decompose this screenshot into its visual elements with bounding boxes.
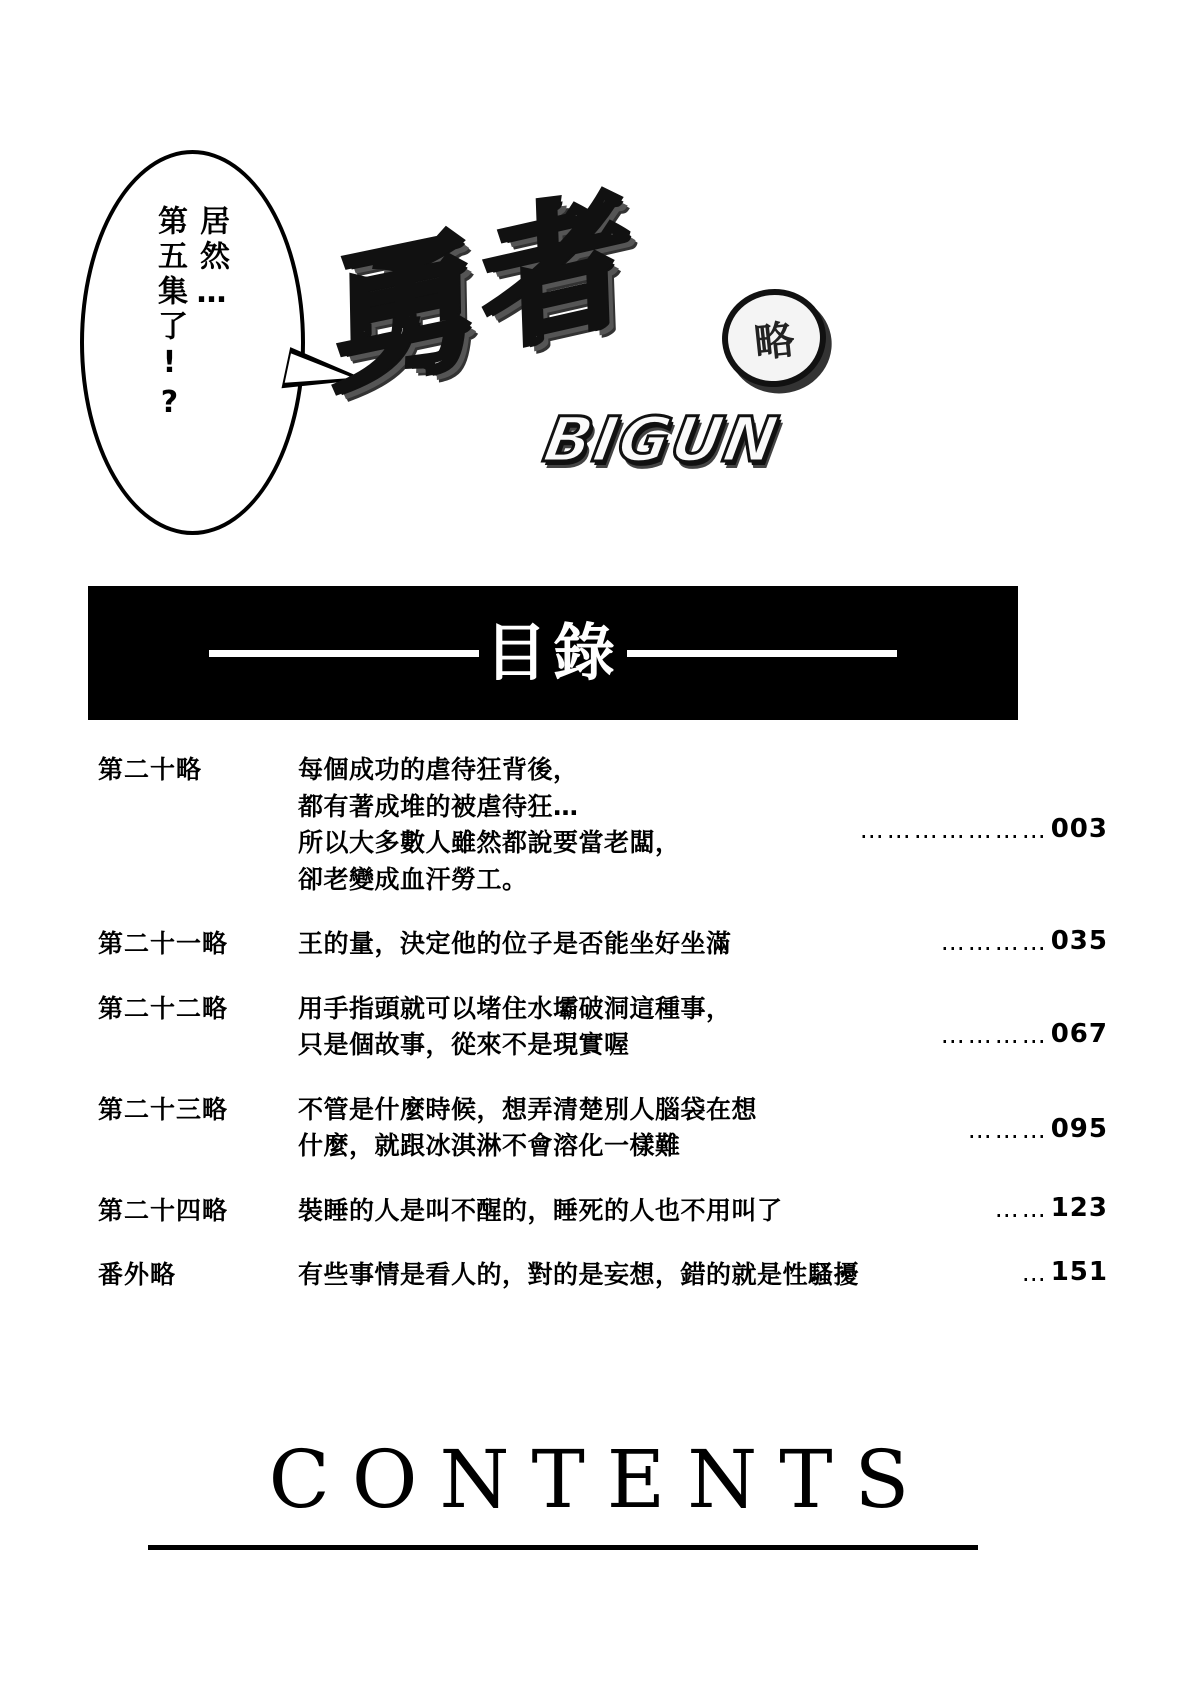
toc-entry[interactable]: [98, 1193, 1108, 1230]
toc-leader-dots: …………: [940, 1020, 1049, 1049]
toc-entry[interactable]: [98, 926, 1108, 963]
toc-leader-dots: …………………: [859, 816, 1049, 844]
toc-page-number: 035: [1050, 926, 1108, 956]
logo-subtitle: BIGUN: [538, 403, 785, 476]
toc-entry-number: 第二十三略: [98, 1094, 229, 1124]
toc-entry[interactable]: [98, 752, 1108, 898]
toc-entry[interactable]: [98, 1257, 1108, 1294]
toc-entry-tail: [929, 926, 1108, 958]
toc-title-bar: [88, 586, 1018, 720]
toc-entry-title: [298, 1193, 979, 1230]
toc-title-line: 不管是什麼時候，想弄清楚別人腦袋在想: [298, 1094, 758, 1124]
toc-entry[interactable]: [98, 1092, 1108, 1165]
logo-kanji-2: 者: [480, 168, 641, 375]
toc-title-line: 只是個故事，從來不是現實喔: [298, 1030, 630, 1059]
balloon-line-2: 第五集了!?: [152, 205, 187, 425]
title-rule-left: [209, 650, 479, 657]
toc-title-line: 有些事情是看人的，對的是妄想，錯的就是性騷擾: [298, 1260, 860, 1289]
toc-entry-number: 第二十略: [98, 755, 203, 784]
toc-entry-tail: [929, 1019, 1108, 1051]
toc-page-number: 003: [1050, 814, 1108, 844]
toc-leader-dots: ………: [967, 1115, 1049, 1144]
toc-leader-dots: ……: [994, 1194, 1049, 1223]
toc-title-line: 裝睡的人是叫不醒的，睡死的人也不用叫了: [298, 1195, 783, 1225]
toc-entry-tail: [1001, 1257, 1108, 1289]
toc-page-number: 151: [1050, 1257, 1108, 1287]
toc-page-number: 123: [1050, 1192, 1108, 1223]
toc-entry-number: 第二十一略: [98, 929, 229, 958]
toc-title-line: 都有著成堆的被虐待狂…: [298, 791, 579, 821]
toc-leader-dots: …………: [940, 928, 1049, 956]
logo-kanji-1: 勇: [328, 210, 486, 415]
toc-entry-title: [298, 991, 929, 1064]
table-of-contents: [98, 752, 1108, 1322]
toc-page-number: 095: [1050, 1113, 1108, 1144]
toc-title-line: 什麼，就跟冰淇淋不會溶化一樣難: [298, 1131, 681, 1160]
toc-entry-number: 番外略: [98, 1260, 177, 1289]
title-rule-right: [627, 650, 897, 657]
toc-entry-title: [298, 926, 929, 963]
speech-balloon-text: [95, 205, 285, 495]
toc-title-line: 王的量，決定他的位子是否能坐好坐滿: [298, 929, 732, 958]
toc-leader-dots: …: [1021, 1259, 1049, 1287]
contents-label: CONTENTS: [268, 1433, 932, 1526]
toc-entry-title: [298, 1092, 957, 1165]
toc-title-line: 卻老變成血汗勞工。: [298, 864, 528, 894]
toc-entry-title: [298, 1257, 1001, 1294]
toc-entry-tail: [859, 814, 1108, 846]
toc-entry-tail: [957, 1114, 1108, 1146]
toc-entry-number: 第二十二略: [98, 993, 229, 1023]
balloon-line-1: 居然…: [194, 205, 229, 315]
logo-badge: 略: [717, 284, 831, 392]
toc-title-line: 每個成功的虐待狂背後，: [298, 755, 579, 784]
series-logo: [328, 168, 850, 505]
toc-entry-number: 第二十四略: [98, 1195, 229, 1225]
toc-entry[interactable]: [98, 991, 1108, 1064]
toc-page-number: 067: [1050, 1018, 1108, 1049]
toc-entry-title: [298, 752, 859, 898]
toc-title-line: 用手指頭就可以堵住水壩破洞這種事，: [298, 993, 732, 1023]
toc-entry-tail: [979, 1193, 1108, 1225]
contents-underline: [148, 1545, 978, 1550]
page-title: 目錄: [484, 616, 621, 689]
toc-title-line: 所以大多數人雖然都說要當老闆，: [298, 828, 681, 857]
toc-title-inner: [209, 616, 897, 689]
logo-kanji-group: [325, 168, 643, 415]
